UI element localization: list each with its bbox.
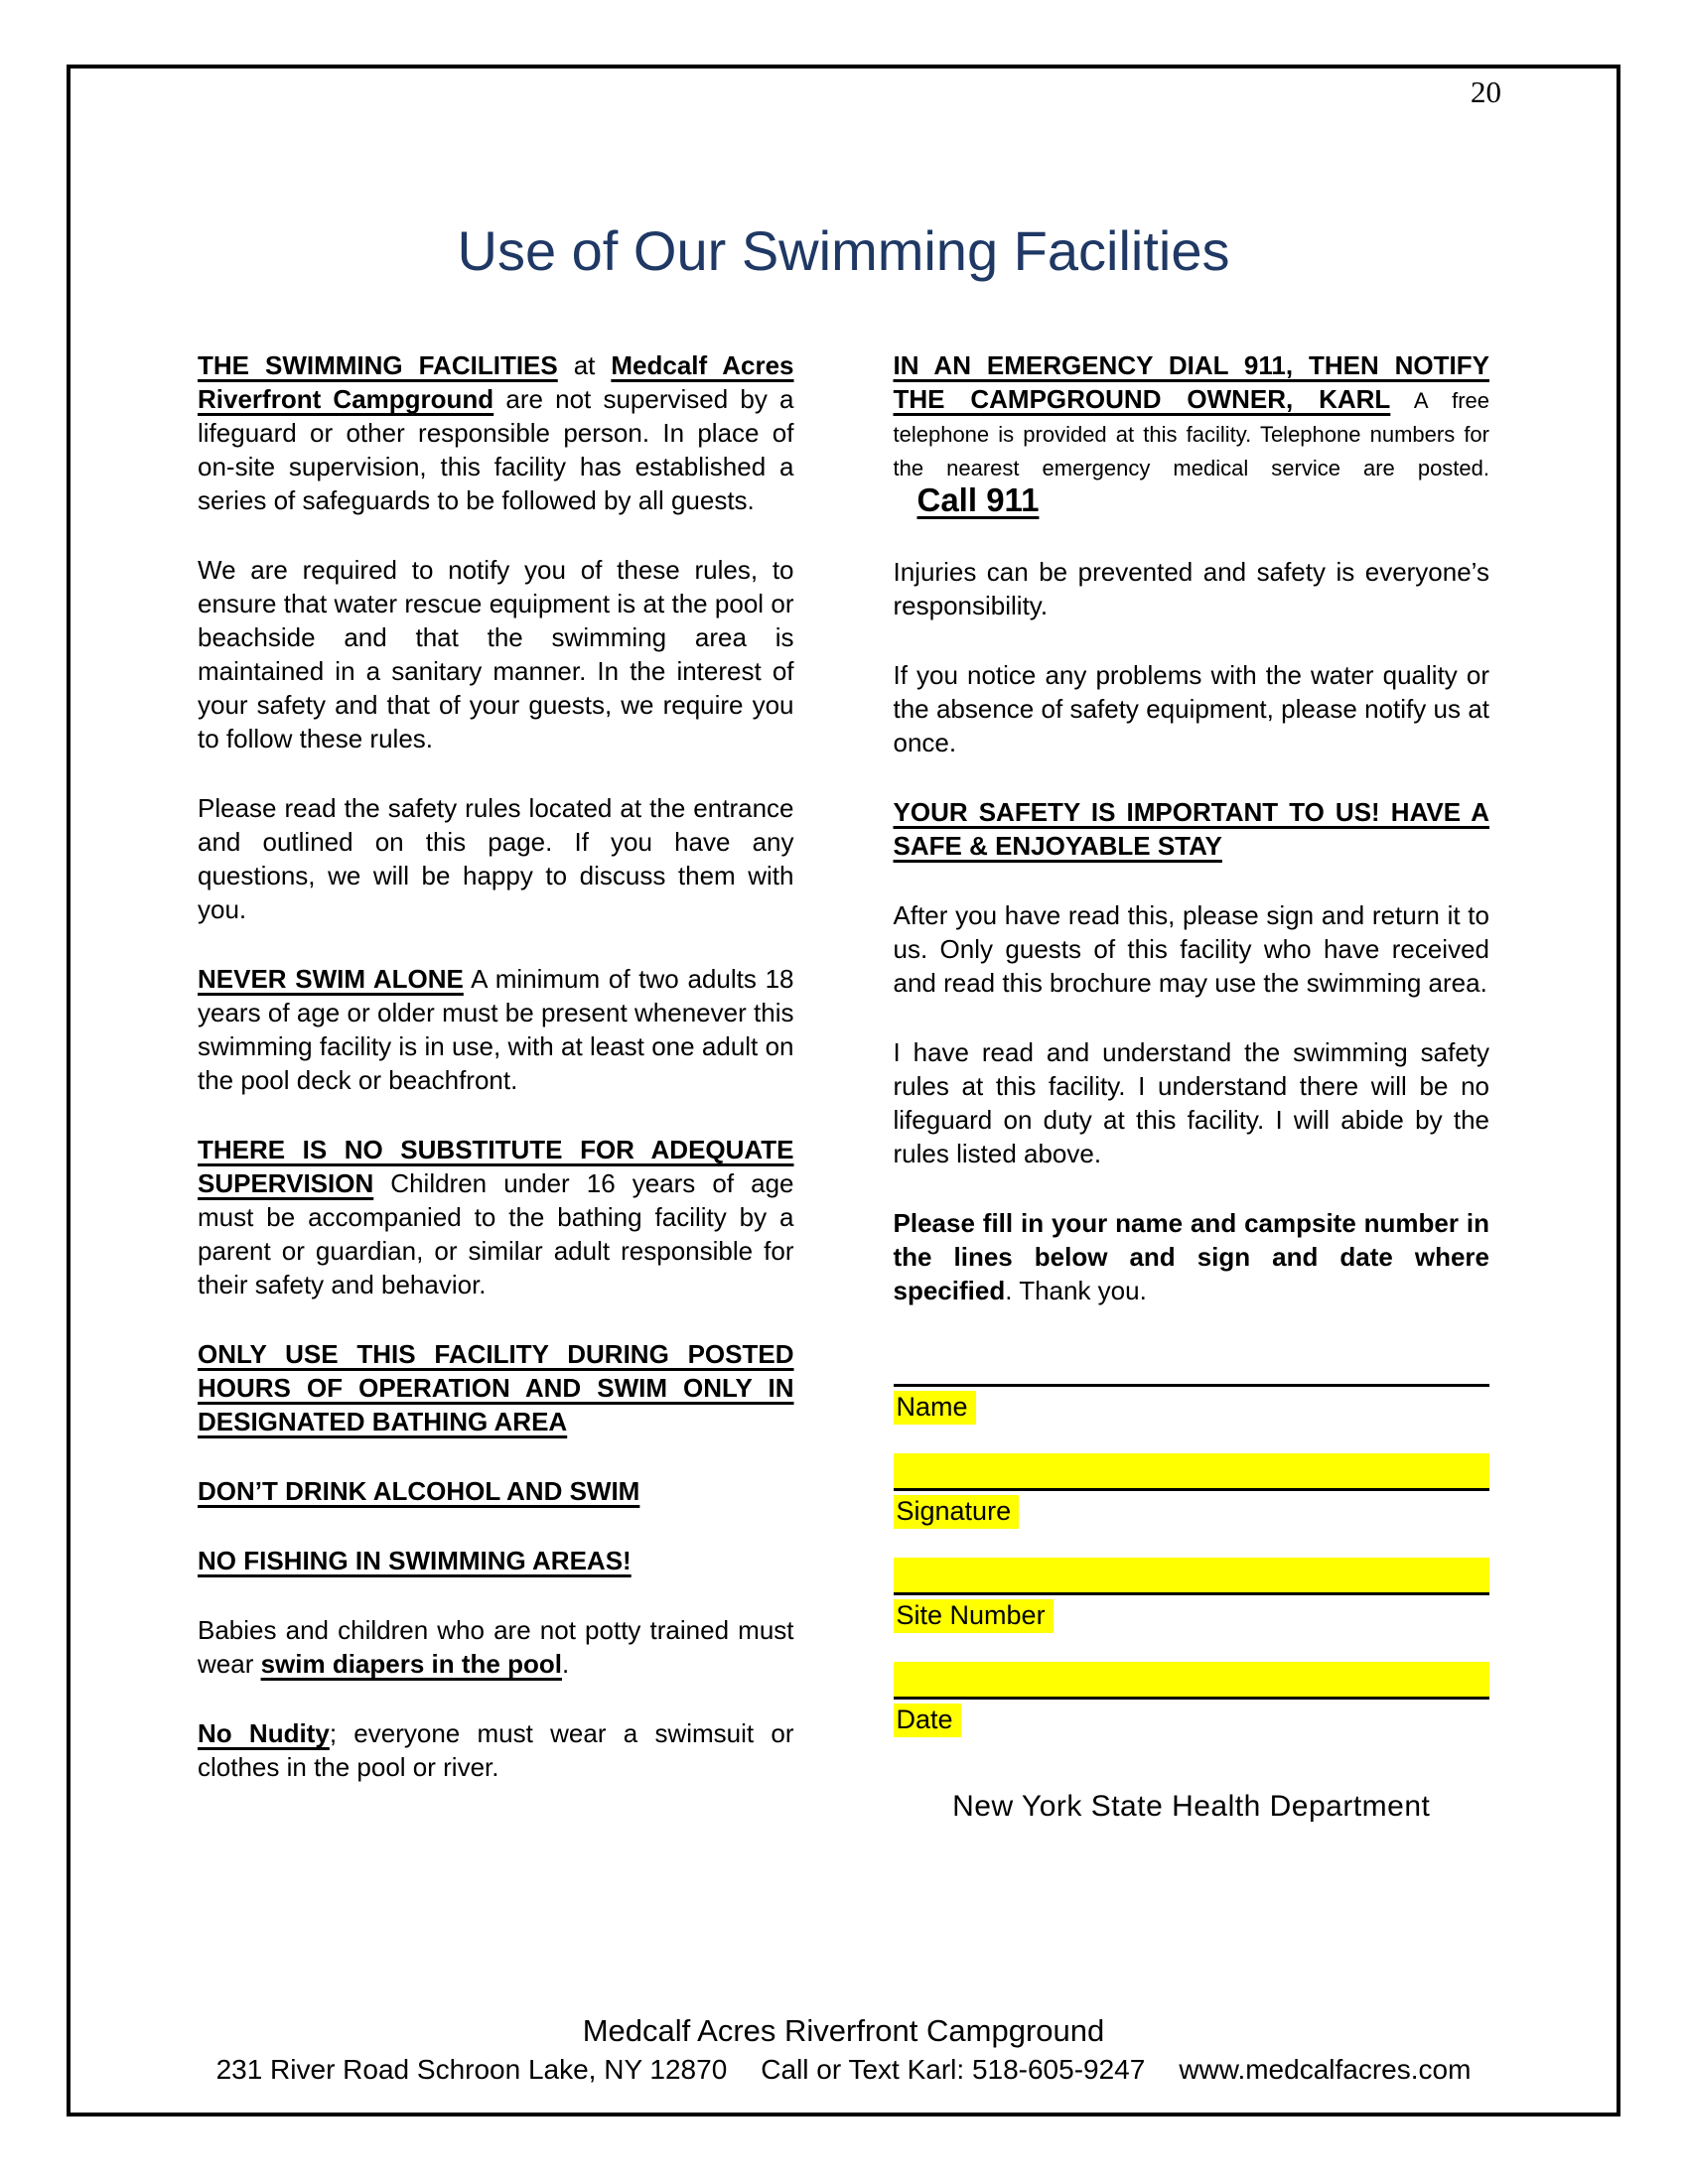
health-department-note: New York State Health Department: [952, 1790, 1431, 1824]
heading-the-swimming-facilities: THE SWIMMING FACILITIES: [198, 350, 558, 381]
paragraph-fill-in-name: [894, 1206, 1490, 1307]
paragraph-swim-diapers: [198, 1613, 794, 1681]
text-run: .: [561, 1649, 570, 1680]
page-title: Use of Our Swimming Facilities: [457, 219, 1230, 282]
text-run: A free telephone is provided at this facility. Telephone numbers for the nearest emergency medical service are posted.: [893, 388, 1489, 481]
paragraph-posted-hours: [198, 1337, 794, 1438]
emphasis-swim-diapers: swim diapers in the pool: [260, 1649, 562, 1680]
name-input-line[interactable]: [894, 1343, 1490, 1387]
text-run: Children under 16 years of age must be accompanied to the bathing facility by a parent or guardian, or similar adult responsible for their safety and behavior.: [198, 1168, 794, 1300]
page-footer: [70, 2012, 1617, 2088]
text-run: A minimum of two adults 18 years of age or older must be present whenever this swimming facility is in use, with at least one adult on the pool deck or beachfront.: [198, 964, 794, 1096]
heading-no-substitute-supervision: THERE IS NO SUBSTITUTE FOR ADEQUATE SUPERVISION: [198, 1135, 794, 1199]
right-column: [894, 348, 1490, 1824]
footer-campground-name: Medcalf Acres Riverfront Campground: [582, 2013, 1105, 2048]
paragraph-required-to-notify: We are required to notify you of these rules, to ensure that water rescue equipment is at the pool or beachside and that the swimming area is maintained in a sanitary manner. In the interest of your safety and that of your guests, we require you to follow these rules.: [198, 555, 794, 754]
left-column: [198, 348, 794, 1824]
paragraph-sign-and-return: After you have read this, please sign and return it to us. Only guests of this facility who have received and read this brochure may use the swimming area.: [893, 900, 1489, 999]
footer-website: www.medcalfacres.com: [1179, 2054, 1472, 2085]
paragraph-no-alcohol: [198, 1474, 794, 1508]
text-run: are not supervised by a lifeguard or other responsible person. In place of on-site supervision, this facility has established a series of safeguards to be followed by all guests.: [198, 384, 794, 516]
text-run: at: [557, 350, 612, 381]
heading-emergency-dial-911: IN AN EMERGENCY DIAL 911, THEN NOTIFY THE CAMPGROUND OWNER, KARL: [893, 350, 1489, 415]
paragraph-please-read-rules: Please read the safety rules located at the entrance and outlined on this page. If you have any questions, we will be happy to discuss them with you.: [198, 793, 794, 925]
heading-never-swim-alone: NEVER SWIM ALONE: [198, 964, 464, 995]
name-field-label-row: [894, 1389, 1490, 1426]
page-number: 20: [1471, 74, 1501, 109]
site-number-field-label-row: [894, 1597, 1490, 1634]
paragraph-i-have-read: I have read and understand the swimming safety rules at this facility. I understand there will be no lifeguard on duty at this facility. I will abide by the rules listed above.: [893, 1037, 1489, 1169]
text-run: ; everyone must wear a swimsuit or clothes in the pool or river.: [198, 1718, 794, 1783]
heading-campground-name: Medcalf Acres Riverfront Campground: [198, 350, 794, 415]
text-run: Babies and children who are not potty trained must wear: [198, 1615, 794, 1680]
text-run: . Thank you.: [1005, 1276, 1147, 1306]
paragraph-injuries-prevented: Injuries can be prevented and safety is everyone’s responsibility.: [893, 557, 1489, 621]
footer-contact-line: [70, 2052, 1617, 2088]
paragraph-water-quality: If you notice any problems with the water quality or the absence of safety equipment, please notify us at once.: [893, 660, 1489, 758]
date-label: Date: [894, 1704, 961, 1737]
paragraph-swimming-facilities: [198, 348, 794, 517]
paragraph-emergency-dial-911: [894, 348, 1490, 519]
date-field-label-row: [894, 1702, 1490, 1738]
heading-no-alcohol: DON’T DRINK ALCOHOL AND SWIM: [198, 1476, 640, 1507]
heading-posted-hours: ONLY USE THIS FACILITY DURING POSTED HOURS OF OPERATION AND SWIM ONLY IN DESIGNATED BATHING AREA: [198, 1339, 794, 1437]
heading-no-fishing: NO FISHING IN SWIMMING AREAS!: [198, 1546, 632, 1576]
signature-label: Signature: [894, 1495, 1020, 1529]
document-page: [67, 65, 1620, 2116]
paragraph-never-swim-alone: [198, 962, 794, 1097]
paragraph-no-nudity: [198, 1716, 794, 1784]
signature-input-area[interactable]: [894, 1453, 1490, 1491]
paragraph-no-fishing: [198, 1544, 794, 1577]
date-input-area[interactable]: [894, 1662, 1490, 1700]
site-number-input-area[interactable]: [894, 1558, 1490, 1595]
signature-field-label-row: [894, 1493, 1490, 1530]
name-label: Name: [894, 1391, 976, 1425]
heading-no-nudity: No Nudity: [198, 1718, 330, 1749]
paragraph-supervision: [198, 1133, 794, 1301]
paragraph-safety-important: [894, 795, 1490, 863]
two-column-body: [70, 348, 1617, 1824]
site-number-label: Site Number: [894, 1599, 1054, 1633]
footer-phone: Call or Text Karl: 518-605-9247: [761, 2054, 1146, 2085]
footer-address: 231 River Road Schroon Lake, NY 12870: [215, 2054, 728, 2085]
heading-safety-important: YOUR SAFETY IS IMPORTANT TO US! HAVE A SAFE & ENJOYABLE STAY: [893, 797, 1489, 862]
emphasis-call-911: Call 911: [916, 481, 1040, 519]
emphasis-fill-in-name: Please fill in your name and campsite number in the lines below and sign and date where specified: [893, 1208, 1489, 1306]
